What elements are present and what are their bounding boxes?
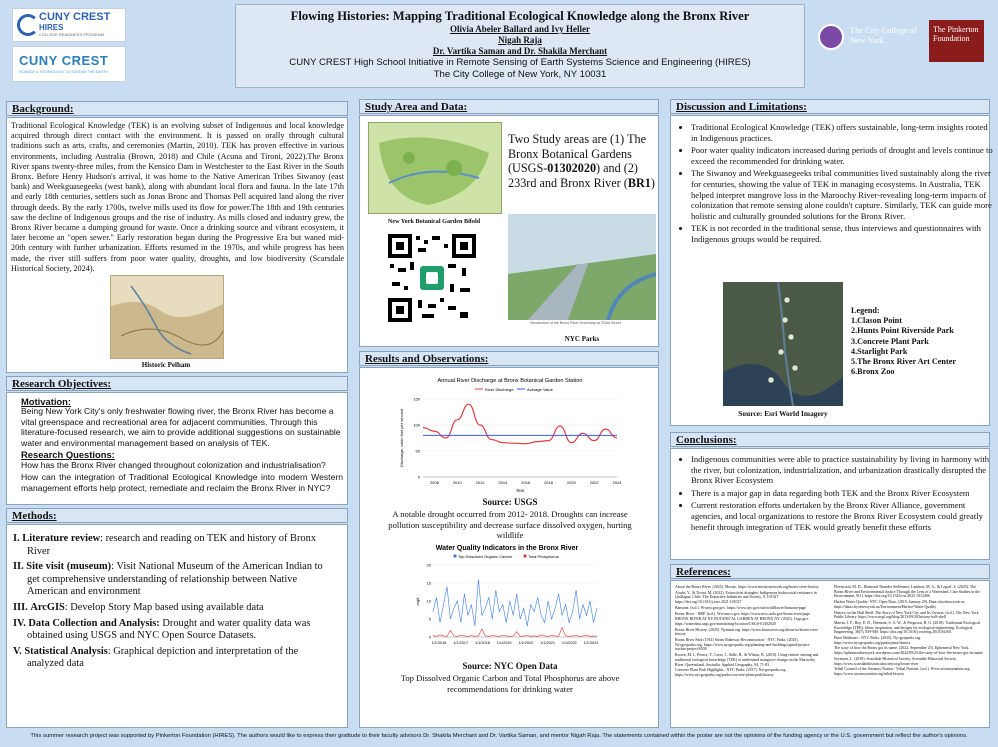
study-section [359,115,659,347]
pinkerton-name: The Pinkerton Foundation [933,25,979,44]
method-num: I. [13,533,20,544]
legend-label: Top Dissolved Organic Carbon [458,554,513,559]
questions-label: Research Questions: [21,449,115,460]
reference-entry: Bronx River Park (1914) Storm Bakeway Reconstruction - NYC Parks. (2025). Nycgovparks.org. https://www.nycgovparks.org/planning-and-building/capital-project-tracker/project/6538 [675,638,811,652]
bronx-river-greenway-photo [508,214,656,320]
results-section [359,367,659,728]
conclusions-heading: Conclusions: [670,432,990,447]
reference-entry: Harbor Water Quality: NYC Open Data. (2019, January 29). Data.cityofnewyork.us. https://data.cityofnewyork.us/Environment/Harbor-Water-Quality [834,600,966,609]
reference-entry: Bronx River History. (2025). Nyrnmn.org. https://www.bronxriver.org/about-us/bronx-river-history [675,627,819,637]
historic-map-drawing [111,276,223,358]
logo-hires-tag: COLLEGE READINESS PROGRAM [39,32,104,37]
legend-item: 2.Hunts Point Riverside Park [851,326,954,336]
method-num: IV. [13,617,26,629]
method-text: : Graphical depiction and interpretation of the analyzed data [27,645,299,670]
logo-cuny-crest [12,46,126,82]
background-section [6,117,348,373]
method-text: : Visit National Museum of the American Indian to get comprehensive understanding of relationship between Native American and environment [27,561,323,598]
logo-cuny-crest-hires [12,8,126,42]
x-tick-label: 2018 [544,480,553,485]
references-left-column [675,585,825,679]
discharge-chart-svg [395,373,625,495]
logo-pinkerton [929,20,984,62]
mentor-author: Nigah Raja [498,35,542,45]
ccny-seal-icon [818,24,844,50]
references-section [670,580,990,728]
methods-section [6,524,348,728]
discussion-item: • Poor water quality indicators increased during periods of drought and levels continue to exceed the recommended for drinking water. [691,145,995,166]
x-tick-label: 1/1/2019 [496,641,512,645]
methods-heading: Methods: [6,508,348,523]
esri-source: Source: Esri World Imagery [738,409,828,418]
method-num: V. [13,645,22,657]
legend-title: Legend: [851,306,880,315]
method-label: ArcGIS [30,601,65,613]
conclusions-list [677,454,995,534]
x-tick-label: 2012 [475,480,485,485]
legend-swatch [453,554,456,557]
acknowledgement-text: This summer research project was supported by Pinkerton Foundation (HIRES). The authors would like to express their gratitude to their faculty advisors Dr. Shakila Merchant and Dr. Vartika Saman, and mentor Nigah Raja. The statements contained within the poster are not the opinions of the funding agency or the U.S. government but reflect the author's opinions. [30,733,968,739]
discussion-list [677,122,995,247]
reference-entry: Tribal Council of the Siwanoy Nation - Tribal Nations. (n.d.). Www.siwanoynation.org. https://www.siwanoynation.org/tribal-history [834,667,971,676]
study-text-a: Two Study areas are (1) The Bronx Botanical Gardens (USGS- [508,132,647,176]
y-tick-label: 20 [426,562,431,568]
conclusions-section [670,448,990,560]
x-tick-label: 1/1/2017 [453,641,469,645]
logo-emblem-icon [17,14,39,36]
legend-swatch [523,554,526,557]
legend-item: 6.Bronx Zoo [851,367,895,377]
objectives-section [6,392,348,505]
logo-crest-name: CUNY CREST [19,53,109,68]
legend-item: 5.The Bronx River Art Center [851,357,956,367]
legend-label: River Discharge [485,387,514,392]
legend-label: Average Value [527,387,553,392]
logo-ccny [818,22,918,56]
botanical-garden-map [368,122,502,214]
qr-code-pattern [388,234,476,322]
study-description [508,132,656,190]
logo-crest-tag: SCIENCE & TECHNOLOGY TO SUSTAIN THE EARTH [19,70,108,74]
reference-entry: Fleetwood, M. D., Diamond Thunder Stelfeimer, Lambert, M. A., & Legoff, S. (2025). The Bronx River and Environmental Justice Through the Lens of a Watershed. Case Studies in the Environment, 9(1). https://doi.org/10.1525/cse.2025.1812406 [834,585,980,599]
motivation-text: Being New York City's only freshwater flowing river, the Bronx River has become a vital greenspace and recreational area for adjacent communities. Through this literature-focused research, we aim to provide additional suggestions on sustainable water and environmental management based on analysis of TEK. [21,406,341,448]
reference-entry: Bansone. (n.d.). Wwnycgov.gov. https://www.nyc.gov/site/wildflower/bansone/page [675,605,807,610]
x-tick-label: 1/1/2021 [540,641,555,645]
method-text: : Develop Story Map based using available data [64,601,264,613]
logo-hires-sub: HIRES [39,23,64,32]
discussion-section [670,115,993,426]
map-legend [851,306,961,377]
drought-description: A notable drought occurred from 2012- 2018. Droughts can increase pollution susceptibility and decrease surface dissolved oxygen, hurting wildlife [388,509,632,541]
reference-entry: BRONX RIVER AT NY BOTANICAL GARDEN AT BRONX NY. (2025). Usgs.gov. https://waterdata.usgs.gov/monitoring-location/USGS-01302020 [675,617,810,626]
x-tick-label: 1/1/2022 [561,641,577,645]
usgs-code: 01302020 [547,161,597,176]
x-tick-label: 1/1/2020 [518,641,534,645]
method-label: Data Collection and Analysis: [28,617,160,629]
water-quality-chart [413,541,601,658]
y-tick-label: 100 [413,422,420,428]
study-text-c: ) [650,175,655,190]
reference-entry: About the Bronx River. (2025). Mosaic. https://www.mosaicnetwork.org/bronx-river-history [675,585,819,589]
method-item [13,618,337,643]
program-name: CUNY CREST High School Initiative in Remote Sensing of Earth Systems Science and Engineering (HIRES) [289,57,751,68]
open-data-source: Source: NYC Open Data [462,661,558,671]
garden-caption: New York Botanical Garden Bifold [387,218,481,225]
x-axis-label: Year [515,488,525,493]
legend-item: 3.Concrete Plant Park [851,336,929,346]
y-tick-label: 0 [428,634,431,640]
qr-code[interactable] [388,234,476,322]
satellite-map-drawing [723,282,843,406]
site-code: BR1 [627,175,651,190]
y-axis-label: mg/L [415,596,420,606]
y-tick-label: 150 [413,396,420,402]
y-axis-label: Discharge, cubic feet per second [399,408,404,468]
water-quality-chart-svg [413,541,601,658]
reference-entry: Bronx River - NRP. (n.d.). Wwwnrcs.gov. https://www.nrcs.usda.gov/bronx-river/page [675,611,810,616]
chart-title: Water Quality Indicators in the Bronx River [435,545,579,552]
discussion-item: • The Siwanoy and Weekguasegeeks tribal communities lived sustainably along the river for centuries, showing the value of TEK in managing ecosystems. In Australia, TEK helped interpret mangrove loss in the Maroochy River-revealing long-term impacts of colonization that remote sensing alone couldn't capture. Similarly, TEK can guide more holistic and culturally grounded solutions for the Bronx River. [691,168,995,221]
x-tick-label: 2010 [452,480,462,485]
method-num: III. [13,601,28,613]
reference-entry: Acuña, V., & Tironi, M. (2022). Extractivist droughts: Indigenous hydrosocial resistance in Quillagua, Chile. The Extractive Industries and Society, 9, 101027. https://doi.org/10.1016/j.exis.2021.101027 [675,590,817,605]
study-text-b: ) and (2) 233rd and Bronx River ( [508,161,638,190]
poster-title: Flowing Histories: Mapping Traditional Ecological Knowledge along the Bronx River [290,9,750,23]
method-item [13,561,337,599]
x-tick-label: 2020 [566,480,576,485]
conclusion-item: • Current restoration efforts undertaken by the Bronx River Alliance, government agencies, and local organizations to restore the Bronx River Ecosystem could greatly benefit through integration of TEK would greatly benefit these efforts [691,500,995,532]
historic-pelham-caption: Historic Pelham [141,361,191,369]
institution-address: The City College of New York, NY 10031 [433,69,607,80]
conclusion-item: • Indigenous communities were able to practice sustainability by living in harmony with the river, but colonization, industrialization, and urbanization drastically disrupted the Bronx River Ecosystem [691,454,995,486]
x-tick-label: 2022 [589,480,599,485]
y-tick-label: 0 [417,474,420,480]
x-tick-label: 2014 [498,480,508,485]
faculty-advisors: Dr. Vartika Saman and Dr. Shakila Merchant [432,46,608,56]
references-heading: References: [670,564,990,579]
y-tick-label: 15 [426,580,431,586]
method-label: Site visit (museum) [26,561,112,573]
reference-entry: History on the Half Shell: The Story of New York City and Its Oysters. (n.d.). The New York Public Library. https://www.nypl.org/blog/2013/09/20/history-half-shell [834,610,979,620]
x-tick-label: 2008 [429,480,439,485]
study-heading: Study Area and Data: [359,99,659,114]
legend-item: 4.Starlight Park [851,346,908,356]
ccny-name: The City College of New York [850,26,917,45]
x-tick-label: 1/1/2023 [583,641,599,645]
logo-hires-name: CUNY CREST [39,11,111,23]
discussion-heading: Discussion and Limitations: [670,99,990,114]
discussion-item: • Traditional Ecological Knowledge (TEK) offers sustainable, long-term insights rooted in Indigenous practices. [691,122,995,143]
conclusion-item: • There is a major gap in data regarding both TEK and the Bronx River Ecosystem [691,488,995,499]
method-text: : research and reading on TEK and history of Bronx River [27,533,317,557]
background-heading: Background: [6,101,348,116]
poster-header [235,4,805,88]
bronx-river-satellite-map [723,282,843,406]
legend-item: 1.Clason Point [851,316,902,326]
greenway-note: Introduction of the Bronx River Greenway at 233rd Street [530,321,621,325]
water-quality-description: Top Dissolved Organic Carbon and Total Phosphorus are above recommendations for drinking water [400,673,620,694]
references-right-column [834,585,984,678]
reference-entry: Pinot Relations - NYC Parks. (2025). Nycgovparks.org. https://www.nycgovparks.org/parks/pinot/history [834,636,922,645]
y-tick-label: 5 [428,616,431,622]
y-tick-label: 10 [426,598,431,604]
reference-entry: Seymour, L. (2018). Scarsdale Historical Society. Scarsdale Historical Society. https://www.scarsdalehistoricalsociety.org/bronx-river [834,656,957,666]
x-tick-label: 1/1/2016 [431,641,447,645]
reference-entry: Concrete Plant Park Highlights : NYC Parks. (2017). Nycgovparks.org. https://www.nycgovparks.org/parks/concrete-plant-park/history [675,668,787,677]
method-num: II. [13,561,24,573]
usgs-source: Source: USGS [482,497,538,507]
methods-list [13,533,337,674]
y-tick-label: 50 [415,448,420,454]
x-tick-label: 1/1/2018 [475,641,490,645]
x-tick-label: 2016 [521,480,531,485]
greenway-rendering [508,214,656,320]
reference-entry: The story of how the Bronx got its name. (2022, September 25). Ephemeral New York. https://ephemeralnewyork.wordpress.com/2022/09/25/the-story-of-how-the-bronx-got-its-name [834,646,983,656]
historic-pelham-map [110,275,224,359]
method-label: Literature review [22,533,101,544]
nyc-parks-caption: NYC Parks [564,335,600,343]
river-discharge-line [423,404,617,444]
method-item [13,602,337,615]
legend-label: Total Phosphorus [528,554,559,559]
question-1: How has the Bronx River changed throughout colonization and industrialisation? [21,460,326,470]
results-heading: Results and Observations: [359,351,659,366]
student-authors: Olivia Abeler Ballard and Ivy Heller [449,24,591,34]
chart-title: Annual River Discharge at Bronx Botanical Garden Station [437,378,583,384]
discussion-item: • TEK is not recorded in the traditional sense, thus interviews and questionnaires with Indigenous groups would be required. [691,223,995,244]
method-text: Drought and water quality data was obtained using USGS and NYC Open Source Datasets. [27,617,311,642]
reference-entry: Brown, M. I., Pearce, T., Leon, J., Sidle, R., & Wilson, R. (2018). Using remote sensing and traditional ecological knowledge (TEK) to understand mangrove change on the Maroochy River, Queensland, Australia. Applied Geography, 94, 71-83. [675,653,819,667]
objectives-heading: Research Objectives: [6,376,348,391]
method-label: Statistical Analysis [24,645,108,657]
reference-entry: Martin, J. F., Roy, E. D., Diemont, S. A. W., & Ferguson, B. G. (2010). Traditional Ecological Knowledge (TEK): Ideas, inspiration, and designs for ecological engineering. Ecological Engineering, 36(7), 839-849. https://doi.org/10.1016/j.ecoleng.2010.04.001 [834,620,981,635]
garden-map-drawing [369,123,501,213]
background-text: Traditional Ecological Knowledge (TEK) is an evolving subset of Indigenous and local knowledge acquired through direct contact with the environment. It is passed on orally through cultural traditions such as arts, crafts, and ceremonies (Martin, 2010). TEK has proven effective in various environments, including Australia (Brown, 2018) and Chile (Acuna and Tironi, 2022).The Bronx River spans twenty-three miles, from the Kensico Dam in Westchester to the East River in the South Bronx. Before Henry Hudson's arrival, it was home to the Native American Tribes Siwanoy (east bank) and Weekguasegeeks (west bank), along with abundant local flora and fauna. In the late 17th and early 18th centuries, settlers such as Jonas Bronc and Thomas Pell acquired land along the river through deeds. By the early 1700s, twelve mills used its flow for power.The 18th and 19th centuries saw the decline of Indigenous groups and the rise of industry. As mills closed and industry grew, the Bronx River became a dumping ground for waste. Once a drinking source and vibrant ecosystem, it later become an "open sewer." Early restoration began during the Progressive Era but waned mid-20th century with further urbanization. Efforts resumed in the 1970s, and while progress has been made, the river still suffers from poor water quality, droughts, and low biodiversity (Scarsdale Historical Society, 2024). [11,121,344,273]
motivation-label: Motivation: [21,396,71,407]
question-2: How can the integration of Traditional Ecological Knowledge into modern Western management efforts help protect, remediate and reclaim the Bronx River in NYC? [21,472,343,493]
discharge-chart [395,373,625,495]
phosphorus-line [433,628,597,637]
method-item [13,533,337,558]
method-item [13,646,337,671]
x-tick-label: 2024 [612,480,622,485]
